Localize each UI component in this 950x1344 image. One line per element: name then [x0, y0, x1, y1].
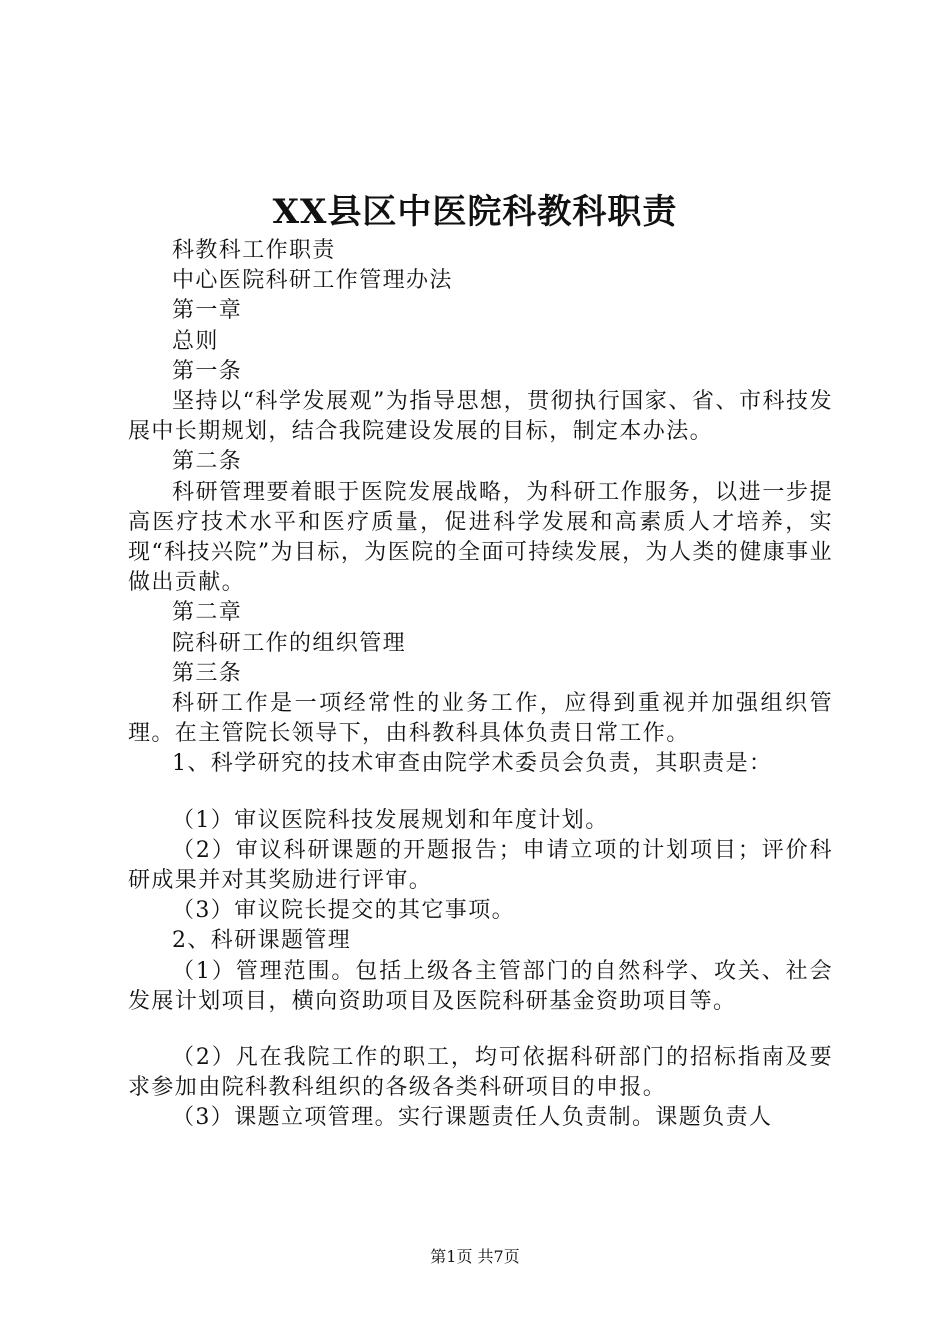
- paragraph: 坚持以“科学发展观”为指导思想，贯彻执行国家、省、市科技发展中长期规划，结合我院建设发展的目标，制定本办法。: [128, 389, 833, 445]
- paragraph: 科教科工作职责: [172, 238, 336, 263]
- chapter-title: 总则: [172, 328, 219, 354]
- list-item: （1）管理范围。包括上级各主管部门的自然科学、攻关、社会发展计划项目，横向资助项目及医院科研基金资助项目等。: [128, 958, 833, 1014]
- chapter-title: 院科研工作的组织管理: [172, 630, 407, 656]
- paragraph: 中心医院科研工作管理办法: [172, 268, 453, 294]
- page-footer: 第1页 共7页: [430, 1247, 520, 1266]
- document-title: XX县区中医院科教科职责: [272, 192, 678, 232]
- article-heading: 第三条: [172, 660, 243, 686]
- article-heading: 第二条: [172, 449, 243, 475]
- article-heading: 第一条: [172, 358, 243, 384]
- chapter-heading: 第二章: [172, 600, 243, 626]
- chapter-heading: 第一章: [172, 298, 243, 324]
- document-body: [128, 236, 833, 1134]
- paragraph: 科研管理要着眼于医院发展战略，为科研工作服务，以进一步提高医疗技术水平和医疗质量，促进科学发展和高素质人才培养，实现“科技兴院”为目标，为医院的全面可持续发展，为人类的健康事业做出贡献。: [128, 479, 833, 596]
- list-item: 1、科学研究的技术审查由院学术委员会负责，其职责是：: [172, 751, 773, 777]
- list-item: （2）审议科研课题的开题报告；申请立项的计划项目；评价科研成果并对其奖励进行评审。: [128, 837, 833, 894]
- list-item: （3）审议院长提交的其它事项。: [172, 898, 515, 924]
- list-item: 2、科研课题管理: [172, 928, 352, 954]
- list-item: （3）课题立项管理。实行课题责任人负责制。课题负责人: [172, 1105, 773, 1131]
- list-item: （1）审议医院科技发展规划和年度计划。: [172, 807, 609, 833]
- paragraph: 科研工作是一项经常性的业务工作，应得到重视并加强组织管理。在主管院长领导下，由科教科具体负责日常工作。: [128, 691, 833, 747]
- list-item: （2）凡在我院工作的职工，均可依据科研部门的招标指南及要求参加由院科教科组织的各级各类科研项目的申报。: [128, 1045, 833, 1101]
